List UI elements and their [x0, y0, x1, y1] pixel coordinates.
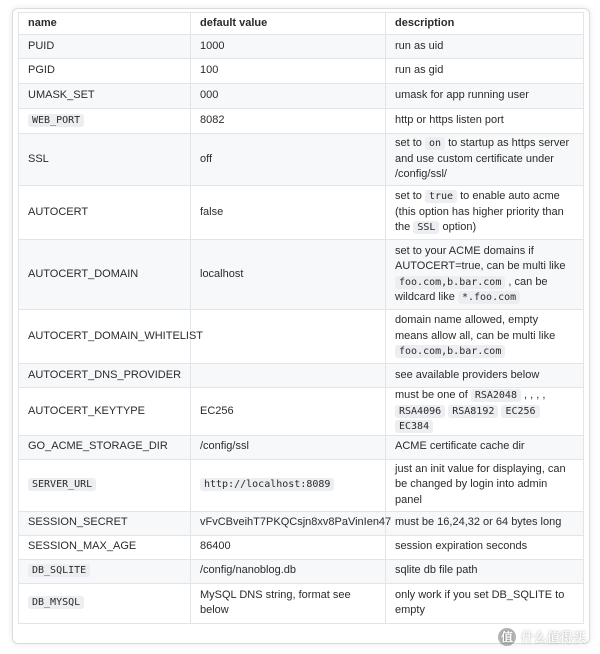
cell-text: 86400: [200, 540, 231, 553]
cell-name: [19, 310, 204, 364]
cell-description: [386, 240, 584, 310]
inline-code: http://localhost:8089: [200, 478, 334, 491]
watermark-logo-icon: 值: [498, 628, 516, 646]
table-row: [19, 583, 584, 623]
cell-text: MySQL DNS string, format see below: [200, 588, 351, 616]
cell-text: just an init value for displaying, can be changed by login into admin panel: [395, 462, 566, 506]
inline-code: SSL: [413, 221, 439, 234]
cell-text: 8082: [200, 114, 225, 127]
table-body: [19, 35, 584, 624]
cell-default-value: [191, 459, 386, 511]
cell-default-value: [191, 511, 392, 535]
cell-name: [19, 240, 191, 310]
cell-default-value: [191, 535, 386, 559]
cell-text: EC256: [200, 404, 234, 417]
table-row: [19, 109, 584, 134]
cell-description: [386, 134, 584, 186]
cell-text: vFvCBveihT7PKQCsjn8xv8PaVinIen47: [200, 516, 392, 529]
cell-name: [19, 559, 191, 583]
cell-name: [19, 388, 191, 436]
table-row: [19, 435, 584, 459]
cell-text: UMASK_SET: [28, 89, 95, 102]
cell-default-value: [191, 559, 386, 583]
cell-description: [386, 435, 584, 459]
cell-name: [19, 511, 191, 535]
cell-default-value: [191, 240, 386, 310]
cell-default-value: [191, 134, 386, 186]
cell-text: set to: [395, 190, 425, 203]
inline-code: WEB_PORT: [28, 114, 84, 127]
table-row: [19, 35, 584, 59]
table-row: [19, 559, 584, 583]
cell-text: must be one of: [395, 389, 471, 401]
cell-text: AUTOCERT_DOMAIN_WHITELIST: [28, 329, 204, 342]
cell-description: [386, 583, 584, 623]
cell-description: [386, 186, 584, 240]
cell-default-value: [191, 186, 386, 240]
site-watermark: [498, 627, 586, 646]
table-header: [19, 13, 584, 35]
cell-description: [386, 559, 584, 583]
inline-code: *.foo.com: [458, 291, 520, 304]
cell-text: localhost: [200, 267, 244, 280]
cell-name: [19, 459, 191, 511]
cell-text: PGID: [28, 64, 55, 77]
inline-code: RSA8192: [448, 405, 498, 418]
inline-code: DB_MYSQL: [28, 596, 84, 609]
cell-text: see available providers below: [395, 368, 540, 381]
cell-text: session expiration seconds: [395, 540, 528, 553]
cell-description: [386, 35, 584, 59]
inline-code: true: [425, 190, 457, 203]
cell-text: option): [439, 221, 477, 234]
cell-name: [19, 109, 191, 134]
inline-code: on: [425, 137, 445, 150]
cell-text: , can be wildcard like: [395, 275, 548, 303]
header-name: name: [19, 13, 191, 35]
cell-name: [19, 84, 191, 109]
cell-default-value: [191, 310, 386, 364]
cell-description: [386, 310, 584, 364]
inline-code: foo.com,b.bar.com: [395, 276, 505, 289]
cell-text: ACME certificate cache dir: [395, 440, 525, 453]
cell-text: , , , ,: [520, 389, 546, 401]
cell-text: SSL: [28, 152, 49, 165]
cell-text: to startup as https server and use custom certificate under /config/ssl/: [395, 137, 570, 181]
cell-text: false: [200, 205, 224, 218]
inline-code: SERVER_URL: [28, 478, 96, 491]
document-frame: [12, 8, 590, 644]
inline-code: DB_SQLITE: [28, 564, 90, 577]
cell-text: must be 16,24,32 or 64 bytes long: [395, 516, 562, 529]
header-description: description: [386, 13, 584, 35]
cell-name: [19, 134, 191, 186]
cell-text: umask for app running user: [395, 89, 529, 102]
table-row: [19, 59, 584, 84]
cell-default-value: [191, 109, 386, 134]
cell-text: domain name allowed, empty means allow all, can be multi like: [395, 314, 556, 342]
table-row: [19, 134, 584, 186]
cell-text: off: [200, 152, 213, 165]
cell-description: [386, 459, 584, 511]
cell-name: [19, 583, 191, 623]
header-row: [19, 13, 584, 35]
cell-text: set to your ACME domains if AUTOCERT=true, can be multi like: [395, 244, 566, 272]
cell-description: [386, 388, 584, 436]
cell-name: [19, 59, 191, 84]
table-row: [19, 511, 584, 535]
cell-name: [19, 35, 191, 59]
cell-default-value: [191, 35, 386, 59]
inline-code: RSA4096: [395, 405, 445, 418]
cell-name: [19, 535, 191, 559]
cell-description: [386, 59, 584, 84]
cell-text: AUTOCERT_DOMAIN: [28, 267, 139, 280]
cell-text: /config/nanoblog.db: [200, 564, 297, 577]
cell-text: GO_ACME_STORAGE_DIR: [28, 440, 168, 453]
cell-description: [386, 535, 584, 559]
cell-description: [386, 84, 584, 109]
table-row: [19, 84, 584, 109]
cell-text: sqlite db file path: [395, 564, 478, 577]
cell-default-value: [191, 364, 386, 388]
cell-name: [19, 364, 191, 388]
table-row: [19, 388, 584, 436]
cell-description: [386, 511, 584, 535]
table-row: [19, 535, 584, 559]
cell-default-value: [191, 435, 386, 459]
cell-text: 1000: [200, 39, 225, 52]
cell-text: PUID: [28, 39, 55, 52]
cell-text: SESSION_SECRET: [28, 516, 128, 529]
cell-name: [19, 186, 191, 240]
cell-description: [386, 109, 584, 134]
cell-text: run as gid: [395, 64, 444, 77]
cell-text: /config/ssl: [200, 440, 249, 453]
table-row: [19, 310, 584, 364]
cell-description: [386, 364, 584, 388]
cell-default-value: [191, 583, 386, 623]
cell-text: set to: [395, 137, 425, 150]
cell-name: [19, 435, 191, 459]
cell-text: 000: [200, 89, 219, 102]
cell-text: 100: [200, 64, 219, 77]
inline-code: foo.com,b.bar.com: [395, 345, 505, 358]
inline-code: EC384: [395, 420, 433, 433]
cell-text: SESSION_MAX_AGE: [28, 540, 137, 553]
inline-code: EC256: [501, 405, 539, 418]
cell-default-value: [191, 388, 386, 436]
cell-default-value: [191, 59, 386, 84]
table-row: [19, 186, 584, 240]
cell-text: only work if you set DB_SQLITE to empty: [395, 588, 565, 616]
cell-text: http or https listen port: [395, 114, 504, 127]
table-row: [19, 459, 584, 511]
cell-text: AUTOCERT: [28, 205, 89, 218]
inline-code: RSA2048: [471, 389, 521, 402]
cell-text: AUTOCERT_KEYTYPE: [28, 404, 145, 417]
watermark-text: 什么值得买: [520, 630, 586, 645]
header-default-value: default value: [191, 13, 386, 35]
table-row: [19, 364, 584, 388]
table-row: [19, 240, 584, 310]
cell-text: to enable auto acme (this option has higher priority than the: [395, 190, 564, 234]
config-table: [18, 12, 584, 624]
cell-default-value: [191, 84, 386, 109]
cell-text: AUTOCERT_DNS_PROVIDER: [28, 368, 182, 381]
cell-text: run as uid: [395, 39, 444, 52]
